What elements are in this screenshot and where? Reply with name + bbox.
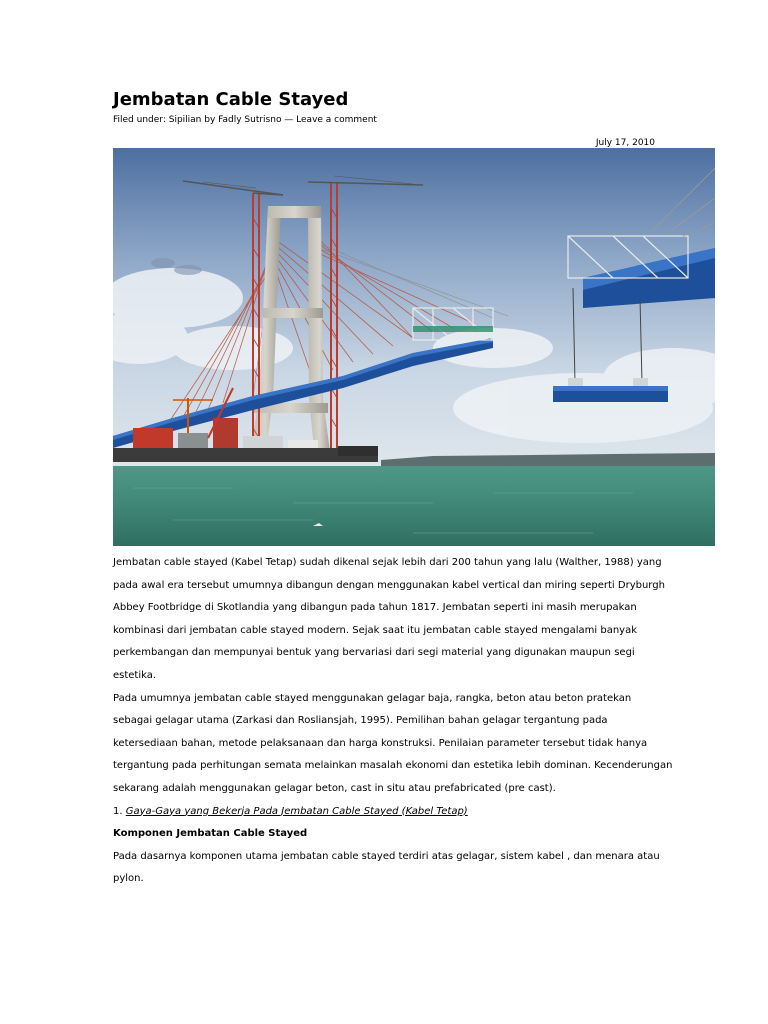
article-title: Jembatan Cable Stayed <box>113 89 349 110</box>
list-number: 1. <box>113 805 123 817</box>
paragraph-2: Pada umumnya jembatan cable stayed menggunakan gelagar baja, rangka, beton atau beton pratekan sebagai gelagar utama (Zarkasi dan Rosliansjah, 1995). Pemilihan bahan gelagar tergantung pada ketersediaan bahan, metode pelaksanaan dan harga konstruksi. Penilaian parameter tersebut tidak hanya tergantung pada perhitungan semata melainkan masalah ekonomi dan estetika lebih dominan. Kecenderungan sekarang adalah menggunakan gelagar beton, cast in situ atau prefabricated (pre cast). <box>113 692 673 794</box>
post-meta: Filed under: Sipilian by Fadly Sutrisno — Leave a comment <box>113 115 377 125</box>
paragraph-3: Pada dasarnya komponen utama jembatan cable stayed terdiri atas gelagar, sistem kabel , dan menara atau pylon. <box>113 850 660 885</box>
section-link[interactable]: Gaya-Gaya yang Bekerja Pada Jembatan Cable Stayed (Kabel Tetap) <box>125 805 468 817</box>
bridge-photo <box>113 148 715 546</box>
post-date: July 17, 2010 <box>595 138 655 148</box>
paragraph-1: Jembatan cable stayed (Kabel Tetap) sudah dikenal sejak lebih dari 200 tahun yang lalu (Walther, 1988) yang pada awal era tersebut umumnya dibangun dengan menggunakan kabel vertical dan miring seperti Dryburgh Abbey Footbridge di Skotlandia yang dibangun pada tahun 1817. Jembatan seperti ini masih merupakan kombinasi dari jembatan cable stayed modern. Sejak saat itu jembatan cable stayed mengalami banyak perkembangan dan mempunyai bentuk yang bervariasi dari segi material yang digunakan maupun segi estetika. <box>113 557 665 681</box>
list-item <box>113 801 673 824</box>
article-body <box>113 552 673 891</box>
section-heading: Komponen Jembatan Cable Stayed <box>113 828 308 840</box>
